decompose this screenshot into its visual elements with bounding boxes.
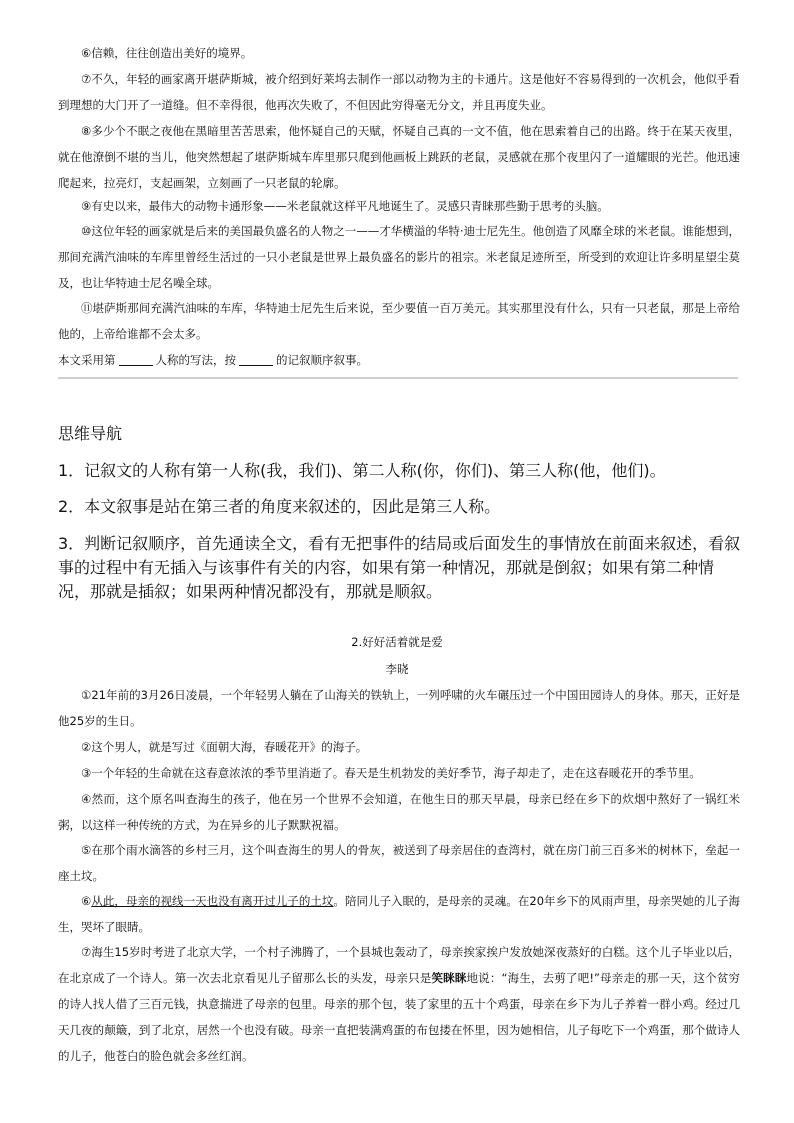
article-paragraph-6 — [58, 888, 740, 940]
paragraph-7: ⑦不久，年轻的画家离开堪萨斯城，被介绍到好莱坞去制作一部以动物为主的卡通片。这是他好不容易得到的一次机会，他似乎看到理想的大门开了一道缝。但不幸得很，他再次失败了，不但因此穷得毫无分文，并且再度失业。 — [58, 72, 740, 112]
paragraph-text-a: ⑦海生15岁时考进了北京大学，一个村子沸腾了，一个县城也轰动了，母亲挨家挨户发放她深夜蒸好的白糕。这个儿子毕业以后，在北京成了一个诗人。第一次去北京看见儿子留那么长的头发，母亲只是 — [58, 945, 740, 985]
article-author: 李晓 — [385, 662, 409, 676]
question — [58, 347, 740, 373]
question-text-2: 人称的写法，按 — [155, 353, 236, 367]
underlined-sentence: 从此，母亲的视线一天也没有离开过儿子的土坟 — [91, 894, 334, 908]
paragraph-8: ⑧多少个不眠之夜他在黑暗里苦苦思索，他怀疑自己的天赋，怀疑自己真的一文不值，他在思索着自己的出路。终于在某天夜里，就在他潦倒不堪的当儿，他突然想起了堪萨斯城车库里那只爬到他画板上跳跃的老鼠，灵感就在那个夜里闪了一道耀眼的光芒。他迅速爬起来，拉亮灯，支起画架，立刻画了一只老鼠的轮廓。 — [58, 124, 740, 190]
article-paragraph-4: ④然而，这个原名叫查海生的孩子，他在另一个世界不会知道，在他生日的那天早晨，母亲已经在乡下的炊烟中熬好了一锅红米粥，以这样一种传统的方式，为在异乡的儿子默默祝福。 — [58, 792, 740, 832]
nav-point-1: 1．记叙文的人称有第一人称(我，我们)、第二人称(你，你们)、第三人称(他，他们)。 — [58, 461, 666, 480]
paragraph-10: ⑩这位年轻的画家就是后来的美国最负盛名的人物之一——才华横溢的华特·迪士尼先生。他创造了风靡全球的米老鼠。谁能想到，那间充满汽油味的车库里曾经生活过的一只小老鼠是世界上最负盛名的影片的祖宗。米老鼠足迹所至，所受到的欢迎让许多明星望尘莫及，也让华特迪士尼名噪全球。 — [58, 224, 740, 290]
question-text-3: 的记叙顺序叙事。 — [276, 353, 368, 367]
paragraph-rest: 。陪同儿子入眠的，是母亲的灵魂。在20年乡下的风雨声里，母亲哭她的儿子海生，哭坏了眼睛。 — [58, 894, 740, 934]
article-paragraph-5: ⑤在那个雨水滴答的乡村三月，这个叫查海生的男人的骨灰，被送到了母亲居住的查湾村，就在房门前三百多米的树林下，垒起一座土坟。 — [58, 843, 740, 883]
question-text-1: 本文采用第 — [58, 353, 116, 367]
nav-title: 思维导航 — [58, 424, 123, 443]
nav-point-3: 3．判断记叙顺序，首先通读全文，看有无把事件的结局或后面发生的事情放在前面来叙述，看叙事的过程中有无插入与该事件有关的内容，如果有第一种情况，那就是倒叙；如果有第二种情况，那就是插叙；如果两种情况都没有，那就是顺叙。 — [58, 534, 741, 601]
article-paragraph-1: ①21年前的3月26日凌晨，一个年轻男人躺在了山海关的铁轨上，一列呼啸的火车碾压过一个中国田园诗人的身体。那天，正好是他25岁的生日。 — [58, 688, 740, 728]
section-divider — [58, 377, 738, 379]
answer-blank-order[interactable] — [239, 353, 273, 366]
article-paragraph-3: ③一个年轻的生命就在这春意浓浓的季节里消逝了。春天是生机勃发的美好季节，海子却走了，走在这春暖花开的季节里。 — [81, 766, 701, 780]
answer-blank-person[interactable] — [119, 353, 153, 366]
article-paragraph-2: ②这个男人，就是写过《面朝大海，春暖花开》的海子。 — [81, 740, 368, 754]
nav-point-2: 2．本文叙事是站在第三者的角度来叙述的，因此是第三人称。 — [58, 497, 501, 516]
article-title: 2.好好活着就是爱 — [351, 635, 443, 649]
paragraph-9: ⑨有史以来，最伟大的动物卡通形象——米老鼠就这样平凡地诞生了。灵感只青睐那些勤于思考的头脑。 — [81, 199, 609, 213]
paragraph-11: ⑪堪萨斯那间充满汽油味的车库，华特迪士尼先生后来说，至少要值一百万美元。其实那里没有什么，只有一只老鼠，那是上帝给他的，上帝给谁都不会太多。 — [58, 301, 740, 341]
paragraph-6: ⑥信赖，往往创造出美好的境界。 — [81, 46, 253, 60]
bold-word: 笑眯眯 — [431, 971, 467, 985]
paragraph-number: ⑥ — [81, 894, 92, 908]
article-paragraph-7 — [58, 939, 740, 1069]
paragraph-text-b: 地说：“海生，去剪了吧!”母亲走的那一天，这个贫穷的诗人找人借了三百元钱，执意揣进了母亲的包里。母亲的那个包，装了家里的五十个鸡蛋，母亲在乡下为儿子养着一群小鸡。经过几天几夜的颠簸，到了北京，居然一个也没有破。母亲一直把装满鸡蛋的布包搂在怀里，因为她相信，儿子每吃下一个鸡蛋，那个做诗人的儿子，他苍白的脸色就会多丝红润。 — [58, 971, 740, 1063]
